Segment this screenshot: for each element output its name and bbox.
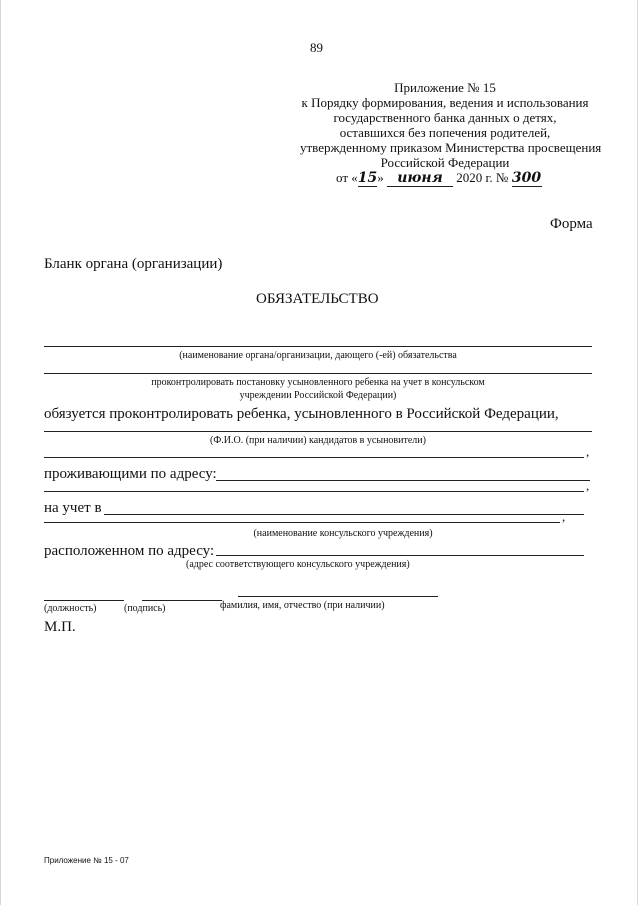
- registered-label: на учет в: [44, 500, 102, 516]
- name-line: [238, 596, 438, 597]
- blank-label: Бланк органа (организации): [44, 256, 223, 272]
- date-mid: »: [377, 170, 384, 185]
- appendix-line: государственного банка данных о детях,: [333, 110, 557, 125]
- order-number: 300: [511, 170, 542, 186]
- located-label: расположенном по адресу:: [44, 543, 215, 559]
- comma: ,: [586, 444, 590, 459]
- appendix-line: Российской Федерации: [380, 155, 510, 170]
- appendix-line: оставшихся без попечения родителей,: [339, 125, 551, 140]
- appendix-line: к Порядку формирования, ведения и использования: [301, 95, 589, 110]
- appendix-date: [336, 170, 542, 187]
- consulate-caption: (наименование консульского учреждения): [253, 528, 433, 539]
- name-caption: фамилия, имя, отчество (при наличии): [220, 600, 385, 611]
- date-day: 15: [357, 170, 378, 186]
- consulate-address-line: [216, 555, 584, 556]
- signature-caption: (подпись): [124, 603, 166, 614]
- fio-caption: (Ф.И.О. (при наличии) кандидатов в усыновители): [210, 435, 426, 446]
- position-caption: (должность): [44, 603, 97, 614]
- appendix-line: утвержденному приказом Министерства просвещения: [300, 140, 602, 155]
- residing-label: проживающими по адресу:: [44, 466, 217, 482]
- page-number: 89: [310, 40, 323, 55]
- document-title: ОБЯЗАТЕЛЬСТВО: [256, 291, 379, 307]
- consulate-address-caption: (адрес соответствующего консульского учреждения): [186, 559, 410, 570]
- signature-line: [142, 600, 222, 601]
- stamp-label: М.П.: [44, 619, 76, 635]
- position-line: [44, 600, 124, 601]
- control-line: [44, 373, 592, 374]
- comma: ,: [562, 509, 566, 524]
- right-page-edge: [637, 0, 638, 905]
- consulate-line: [104, 514, 584, 515]
- obligation-text: обязуется проконтролировать ребенка, усыновленного в Российской Федерации,: [44, 406, 559, 422]
- control-caption-2: учреждении Российской Федерации): [239, 390, 397, 401]
- date-month: июня: [387, 170, 453, 187]
- appendix-line: Приложение № 15: [394, 80, 496, 95]
- org-name-line: [44, 346, 592, 347]
- form-label: Форма: [550, 216, 593, 232]
- residing-address-line-2: [44, 491, 584, 492]
- control-caption-1: проконтролировать постановку усыновленного ребенка на учет в консульском: [151, 377, 485, 388]
- fio-line-2: [44, 457, 584, 458]
- consulate-line-2: [44, 522, 560, 523]
- date-prefix: от «: [336, 170, 358, 185]
- residing-address-line: [216, 480, 590, 481]
- footer-label: Приложение № 15 - 07: [44, 856, 129, 865]
- org-name-caption: (наименование органа/организации, дающего (-ей) обязательства: [179, 350, 457, 361]
- comma: ,: [586, 478, 590, 493]
- date-year: 2020 г. №: [456, 170, 509, 185]
- left-page-edge: [0, 0, 1, 905]
- fio-line: [44, 431, 592, 432]
